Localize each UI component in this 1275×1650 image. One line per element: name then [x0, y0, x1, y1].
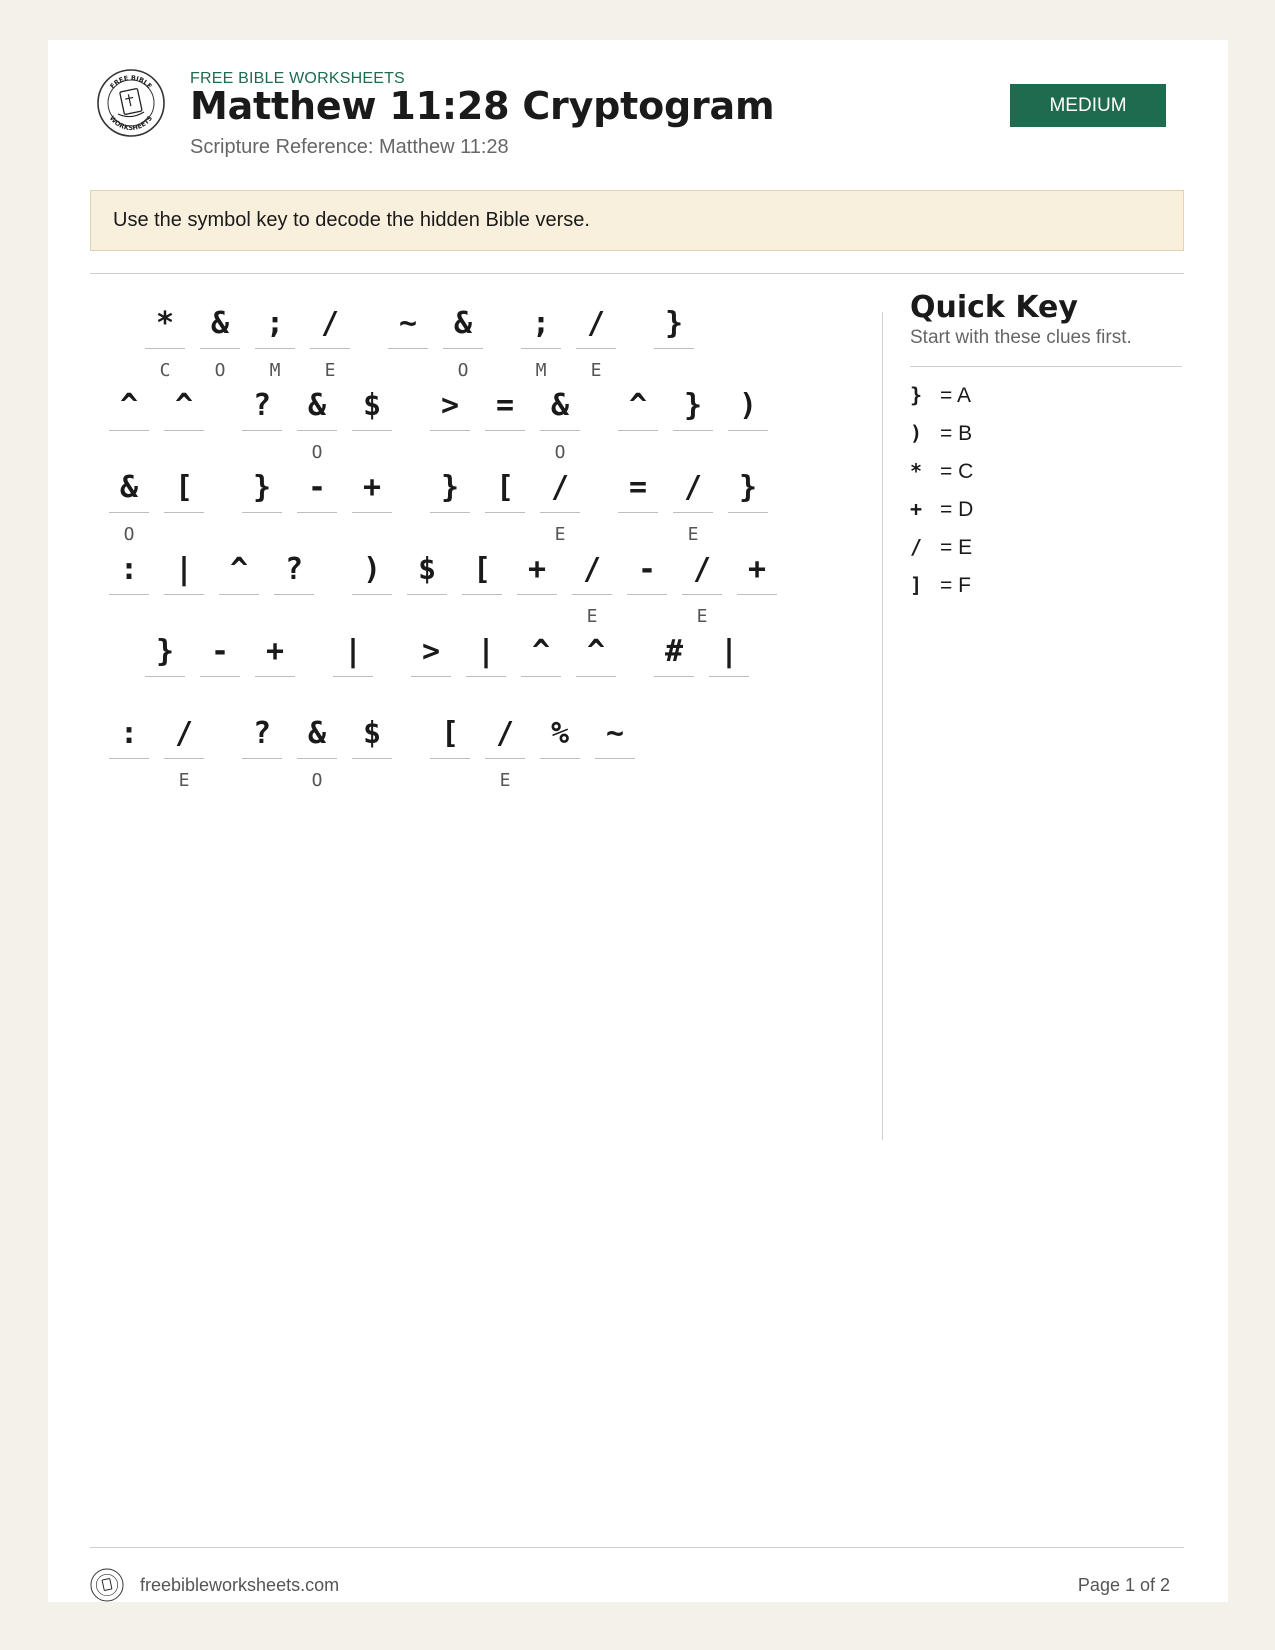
key-letter: = D — [940, 498, 974, 521]
answer-letter — [255, 688, 295, 710]
cipher-symbol: ^ — [586, 634, 606, 669]
key-entry — [910, 380, 971, 410]
answer-blank — [430, 430, 470, 431]
answer-blank — [443, 348, 483, 349]
divider — [910, 366, 1182, 367]
cipher-symbol: [ — [174, 470, 194, 505]
answer-letter — [654, 360, 694, 382]
cipher-symbol: * — [155, 306, 175, 341]
answer-blank — [388, 348, 428, 349]
answer-blank — [352, 430, 392, 431]
answer-blank — [517, 594, 557, 595]
cipher-symbol: : — [119, 552, 139, 587]
cipher-symbol: + — [747, 552, 767, 587]
cipher-cell — [595, 714, 635, 824]
page-title: Matthew 11:28 Cryptogram — [190, 84, 775, 128]
answer-letter: E — [687, 524, 699, 545]
answer-blank — [109, 758, 149, 759]
answer-blank — [709, 676, 749, 677]
answer-letter: E — [590, 360, 602, 381]
answer-letter — [430, 442, 470, 464]
answer-blank — [411, 676, 451, 677]
cipher-cell — [540, 714, 580, 824]
answer-blank — [654, 676, 694, 677]
answer-letter: M — [535, 360, 547, 381]
answer-blank — [540, 758, 580, 759]
answer-blank — [466, 676, 506, 677]
cipher-symbol: } — [155, 634, 175, 669]
answer-blank — [540, 430, 580, 431]
answer-letter: E — [586, 606, 598, 627]
cipher-symbol: > — [440, 388, 460, 423]
cipher-symbol: $ — [362, 716, 382, 751]
answer-letter — [164, 606, 204, 628]
answer-letter — [521, 688, 561, 710]
answer-letter — [333, 688, 373, 710]
cipher-symbol: & — [307, 716, 327, 751]
cipher-symbol: + — [265, 634, 285, 669]
difficulty-badge: MEDIUM — [1010, 84, 1166, 127]
cipher-cell — [242, 714, 282, 824]
answer-blank — [576, 676, 616, 677]
answer-letter — [352, 524, 392, 546]
answer-blank — [728, 430, 768, 431]
cipher-cell — [200, 632, 240, 742]
cipher-symbol: / — [692, 552, 712, 587]
footer-logo-icon — [90, 1568, 124, 1602]
answer-blank — [430, 512, 470, 513]
answer-letter — [737, 606, 777, 628]
answer-blank — [109, 512, 149, 513]
answer-blank — [145, 348, 185, 349]
cipher-symbol: | — [476, 634, 496, 669]
answer-letter — [242, 524, 282, 546]
answer-blank — [618, 430, 658, 431]
answer-blank — [145, 676, 185, 677]
brand-label: FREE BIBLE WORKSHEETS — [190, 70, 405, 87]
svg-text:WORKSHEETS: WORKSHEETS — [107, 114, 155, 133]
cipher-symbol: / — [320, 306, 340, 341]
answer-blank — [242, 758, 282, 759]
answer-letter — [430, 770, 470, 792]
key-symbol: + — [910, 497, 923, 521]
answer-letter: M — [269, 360, 281, 381]
cipher-symbol: } — [440, 470, 460, 505]
answer-blank — [109, 594, 149, 595]
cipher-symbol: / — [495, 716, 515, 751]
cipher-symbol: | — [343, 634, 363, 669]
cipher-symbol: ; — [265, 306, 285, 341]
answer-letter — [164, 442, 204, 464]
answer-letter: C — [159, 360, 171, 381]
answer-blank — [682, 594, 722, 595]
answer-letter: E — [499, 770, 511, 791]
cipher-symbol: & — [210, 306, 230, 341]
answer-letter: E — [178, 770, 190, 791]
answer-letter — [540, 770, 580, 792]
answer-blank — [521, 348, 561, 349]
cipher-cell — [297, 714, 337, 824]
answer-letter — [595, 770, 635, 792]
cipher-cell — [576, 304, 616, 414]
key-symbol: ) — [910, 421, 923, 445]
key-symbol: / — [910, 535, 923, 559]
key-symbol: } — [910, 383, 923, 407]
cipher-symbol: ~ — [398, 306, 418, 341]
cipher-symbol: } — [738, 470, 758, 505]
cipher-symbol: % — [550, 716, 570, 751]
cipher-symbol: } — [683, 388, 703, 423]
answer-blank — [572, 594, 612, 595]
key-letter: = E — [940, 536, 973, 559]
answer-blank — [200, 676, 240, 677]
cipher-symbol: / — [582, 552, 602, 587]
answer-blank — [540, 512, 580, 513]
cipher-cell — [388, 304, 428, 414]
cipher-symbol: : — [119, 716, 139, 751]
answer-letter — [200, 688, 240, 710]
answer-blank — [109, 430, 149, 431]
answer-letter — [728, 442, 768, 464]
key-entry — [910, 494, 973, 524]
cipher-symbol: / — [683, 470, 703, 505]
answer-letter — [466, 688, 506, 710]
footer-site: freebibleworksheets.com — [140, 1575, 340, 1595]
cipher-symbol: - — [307, 470, 327, 505]
quick-key-title: Quick Key — [910, 290, 1078, 325]
cipher-symbol: ^ — [531, 634, 551, 669]
page-number: Page 1 of 2 — [1077, 1575, 1170, 1595]
answer-letter — [627, 606, 667, 628]
answer-letter — [242, 442, 282, 464]
answer-blank — [352, 512, 392, 513]
cipher-cell — [485, 714, 525, 824]
answer-blank — [164, 512, 204, 513]
answer-blank — [654, 348, 694, 349]
answer-blank — [274, 594, 314, 595]
answer-letter — [297, 524, 337, 546]
answer-letter — [407, 606, 447, 628]
answer-letter — [352, 606, 392, 628]
answer-letter — [576, 688, 616, 710]
key-entry — [910, 418, 972, 448]
answer-blank — [728, 512, 768, 513]
answer-letter: O — [457, 360, 469, 381]
cipher-symbol: } — [252, 470, 272, 505]
cipher-symbol: } — [664, 306, 684, 341]
answer-letter — [411, 688, 451, 710]
cipher-symbol: ? — [252, 716, 272, 751]
cipher-symbol: - — [637, 552, 657, 587]
answer-letter — [462, 606, 502, 628]
answer-letter — [485, 524, 525, 546]
answer-letter — [618, 524, 658, 546]
answer-letter — [673, 442, 713, 464]
answer-letter — [242, 770, 282, 792]
answer-blank — [485, 512, 525, 513]
divider — [90, 1547, 1184, 1548]
answer-blank — [627, 594, 667, 595]
cipher-symbol: ^ — [119, 388, 139, 423]
cipher-cell — [709, 632, 749, 742]
answer-blank — [407, 594, 447, 595]
answer-blank — [333, 676, 373, 677]
answer-letter: O — [123, 524, 135, 545]
answer-blank — [576, 348, 616, 349]
cipher-symbol: [ — [495, 470, 515, 505]
cipher-symbol: | — [719, 634, 739, 669]
answer-letter: O — [214, 360, 226, 381]
key-letter: = C — [940, 460, 974, 483]
answer-blank — [352, 758, 392, 759]
answer-blank — [595, 758, 635, 759]
cipher-symbol: ; — [531, 306, 551, 341]
cipher-cell — [654, 632, 694, 742]
answer-blank — [485, 758, 525, 759]
key-entry — [910, 532, 972, 562]
cipher-symbol: ? — [284, 552, 304, 587]
key-entry — [910, 456, 973, 486]
cipher-symbol: ) — [362, 552, 382, 587]
cipher-symbol: # — [664, 634, 684, 669]
cipher-symbol: + — [362, 470, 382, 505]
answer-letter — [164, 524, 204, 546]
answer-letter — [274, 606, 314, 628]
answer-letter — [618, 442, 658, 464]
quick-key-subtitle: Start with these clues first. — [910, 327, 1132, 348]
answer-blank — [242, 512, 282, 513]
answer-letter — [654, 688, 694, 710]
cipher-symbol: ^ — [174, 388, 194, 423]
cipher-cell — [164, 714, 204, 824]
answer-blank — [352, 594, 392, 595]
answer-letter — [709, 688, 749, 710]
cipher-cell — [430, 714, 470, 824]
answer-letter — [109, 442, 149, 464]
key-letter: = A — [940, 384, 971, 407]
cipher-symbol: $ — [362, 388, 382, 423]
cipher-cell — [109, 550, 149, 660]
cipher-symbol: = — [495, 388, 515, 423]
answer-letter — [517, 606, 557, 628]
answer-letter — [109, 606, 149, 628]
cipher-cell — [352, 714, 392, 824]
answer-letter — [728, 524, 768, 546]
answer-letter: O — [311, 770, 323, 791]
cipher-symbol: [ — [472, 552, 492, 587]
cipher-cell — [109, 714, 149, 824]
answer-letter: O — [554, 442, 566, 463]
cipher-symbol: & — [550, 388, 570, 423]
cipher-symbol: ? — [252, 388, 272, 423]
answer-blank — [737, 594, 777, 595]
answer-blank — [462, 594, 502, 595]
svg-text:FREE BIBLE: FREE BIBLE — [108, 73, 154, 91]
cipher-symbol: & — [453, 306, 473, 341]
answer-blank — [255, 348, 295, 349]
cipher-symbol: [ — [440, 716, 460, 751]
answer-letter — [219, 606, 259, 628]
cipher-symbol: / — [586, 306, 606, 341]
cipher-symbol: ~ — [605, 716, 625, 751]
answer-letter — [145, 688, 185, 710]
key-letter: = F — [940, 574, 971, 597]
answer-blank — [485, 430, 525, 431]
answer-blank — [310, 348, 350, 349]
key-letter: = B — [940, 422, 973, 445]
cryptogram-grid — [48, 40, 888, 940]
cipher-symbol: + — [527, 552, 547, 587]
answer-letter — [388, 360, 428, 382]
answer-blank — [673, 430, 713, 431]
answer-blank — [164, 430, 204, 431]
answer-blank — [430, 758, 470, 759]
cipher-symbol: - — [210, 634, 230, 669]
cipher-symbol: = — [628, 470, 648, 505]
cipher-symbol: > — [421, 634, 441, 669]
worksheet-page — [48, 40, 1228, 1602]
cipher-symbol: ^ — [229, 552, 249, 587]
answer-blank — [297, 430, 337, 431]
answer-blank — [219, 594, 259, 595]
answer-letter — [352, 442, 392, 464]
answer-letter: E — [554, 524, 566, 545]
answer-blank — [673, 512, 713, 513]
cipher-symbol: & — [119, 470, 139, 505]
answer-letter — [485, 442, 525, 464]
column-divider — [882, 312, 883, 1140]
answer-blank — [297, 512, 337, 513]
cipher-symbol: $ — [417, 552, 437, 587]
answer-blank — [164, 758, 204, 759]
answer-letter: O — [311, 442, 323, 463]
answer-letter: E — [696, 606, 708, 627]
cipher-symbol: & — [307, 388, 327, 423]
answer-blank — [297, 758, 337, 759]
instructions-text: Use the symbol key to decode the hidden Bible verse. — [113, 209, 590, 231]
cipher-symbol: | — [174, 552, 194, 587]
cipher-symbol: / — [174, 716, 194, 751]
answer-letter: E — [324, 360, 336, 381]
cipher-cell — [200, 304, 240, 414]
cipher-symbol: ^ — [628, 388, 648, 423]
answer-blank — [242, 430, 282, 431]
answer-blank — [164, 594, 204, 595]
answer-letter — [352, 770, 392, 792]
key-entry — [910, 570, 971, 600]
answer-letter — [430, 524, 470, 546]
key-symbol: * — [910, 459, 923, 483]
answer-blank — [521, 676, 561, 677]
answer-letter — [109, 770, 149, 792]
answer-blank — [618, 512, 658, 513]
cipher-symbol: ) — [738, 388, 758, 423]
scripture-reference: Scripture Reference: Matthew 11:28 — [190, 136, 509, 158]
cipher-symbol: / — [550, 470, 570, 505]
answer-blank — [200, 348, 240, 349]
key-symbol: ] — [910, 573, 923, 597]
answer-blank — [255, 676, 295, 677]
